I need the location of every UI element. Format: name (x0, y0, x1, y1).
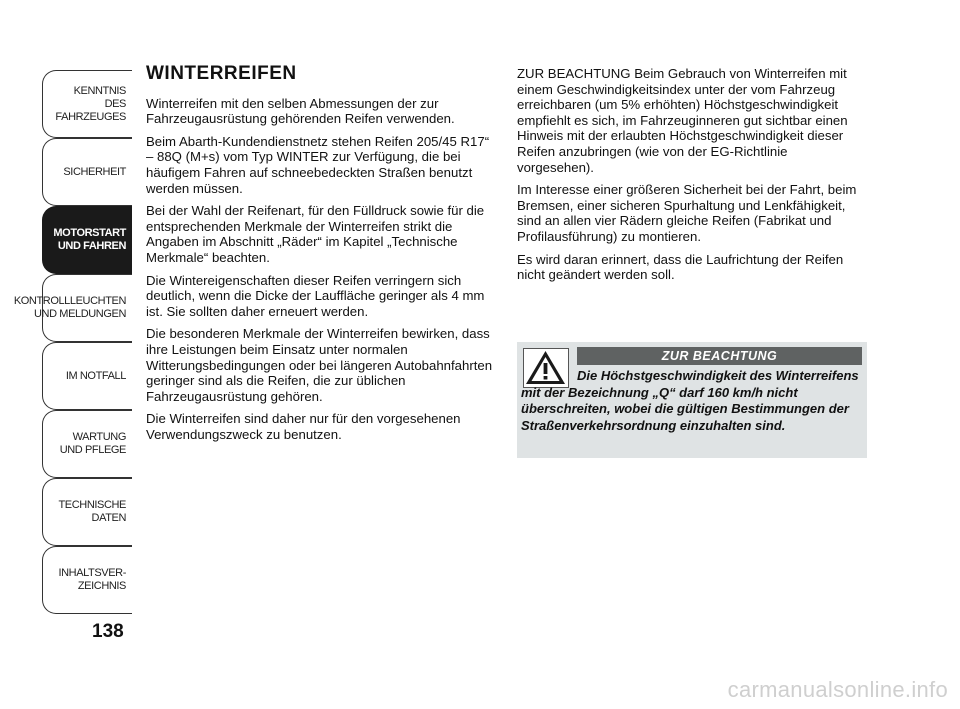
tab-label: WARTUNG UND PFLEGE (59, 431, 126, 456)
section-title: WINTERREIFEN (146, 63, 297, 84)
paragraph: Im Interesse einer größeren Sicherheit bei der Fahrt, beim Bremsen, einer sicheren Spurhaltung und Lenkfähigkeit, sind an allen vier Rädern gleiche Reifen (Fabrikat und Profilausführung) zu montieren. (517, 182, 857, 244)
paragraph: Beim Abarth-Kundendienstnetz stehen Reifen 205/45 R17“ – 88Q (M+s) vom Typ WINTER zur Verfügung, die bei häufigem Fahren auf schneebedeckten Straßen benutzt werden müssen. (146, 133, 490, 196)
paragraph: Die Winterreifen sind daher nur für den vorgesehenen Verwendungszweck zu benutzen. (146, 411, 461, 442)
tab-label: KONTROLLLEUCHTEN UND MELDUNGEN (13, 295, 126, 320)
paragraph: Die Wintereigenschaften dieser Reifen verringern sich deutlich, wenn die Dicke der Lauffläche geringer als 4 mm ist. Sie sollten daher erneuert werden. (146, 272, 485, 319)
warning-header: ZUR BEACHTUNG (577, 347, 862, 365)
page-number: 138 (92, 621, 124, 642)
tab-label: TECHNISCHE DATEN (58, 499, 126, 524)
warning-text: Die Höchstgeschwindigkeit des Winterreifens mit der Bezeichnung „Q“ darf 160 km/h nicht überschreiten, wobei die gültigen Bestimmungen der Straßenverkehrsordnung einzuhalten sind. (521, 368, 859, 433)
warning-box (517, 342, 867, 458)
tab-sicherheit[interactable] (42, 138, 132, 206)
tab-wartung-und-pflege[interactable] (42, 410, 132, 478)
right-column (517, 66, 867, 290)
paragraph: Winterreifen mit den selben Abmessungen der zur Fahrzeugausrüstung gehörenden Reifen verwenden. (146, 95, 455, 127)
watermark: carmanualsonline.info (727, 677, 948, 702)
tab-motorstart-und-fahren[interactable] (42, 206, 132, 274)
tab-technische-daten[interactable] (42, 478, 132, 546)
tab-im-notfall[interactable] (42, 342, 132, 410)
paragraph: Bei der Wahl der Reifenart, für den Fülldruck sowie für die entsprechenden Merkmale der Winterreifen strikt die Angaben im Abschnitt „Räder“ im Kapitel „Technische Merkmale“ beachten. (146, 203, 485, 265)
paragraph: ZUR BEACHTUNG Beim Gebrauch von Winterreifen mit einem Geschwindigkeitsindex unter der vom Fahrzeug erreichbaren (um 5% erhöhten) Höchstgeschwindigkeit empfiehlt es sich, im Fahrzeuginneren gut sichtbar einen Hinweis mit der erlaubten Höchstgeschwindigkeit dieser Reifen anzubringen (wie von der EG-Richtlinie vorgesehen). (517, 66, 848, 175)
tab-kenntnis-des-fahrzeuges[interactable] (42, 70, 132, 138)
tab-label: INHALTSVER- ZEICHNIS (58, 567, 126, 592)
tab-label: KENNTNIS DES FAHRZEUGES (55, 84, 126, 123)
tab-label: SICHERHEIT (63, 165, 126, 178)
tab-label: MOTORSTART UND FAHREN (53, 227, 126, 252)
paragraph: Die besonderen Merkmale der Winterreifen bewirken, dass ihre Leistungen beim Einsatz unter normalen Witterungsbedingungen oder bei längeren Autobahnfahrten geringer sind als die Reifen, die zur üblichen Fahrzeugausrüstung gehören. (146, 326, 493, 404)
left-column (146, 63, 494, 449)
tab-label: IM NOTFALL (65, 369, 126, 382)
chapter-tabs (13, 70, 132, 614)
tab-inhaltsverzeichnis[interactable] (42, 546, 132, 614)
paragraph: Es wird daran erinnert, dass die Laufrichtung der Reifen nicht geändert werden soll. (517, 251, 844, 283)
tab-kontrollleuchten-und-meldungen[interactable] (13, 274, 132, 342)
